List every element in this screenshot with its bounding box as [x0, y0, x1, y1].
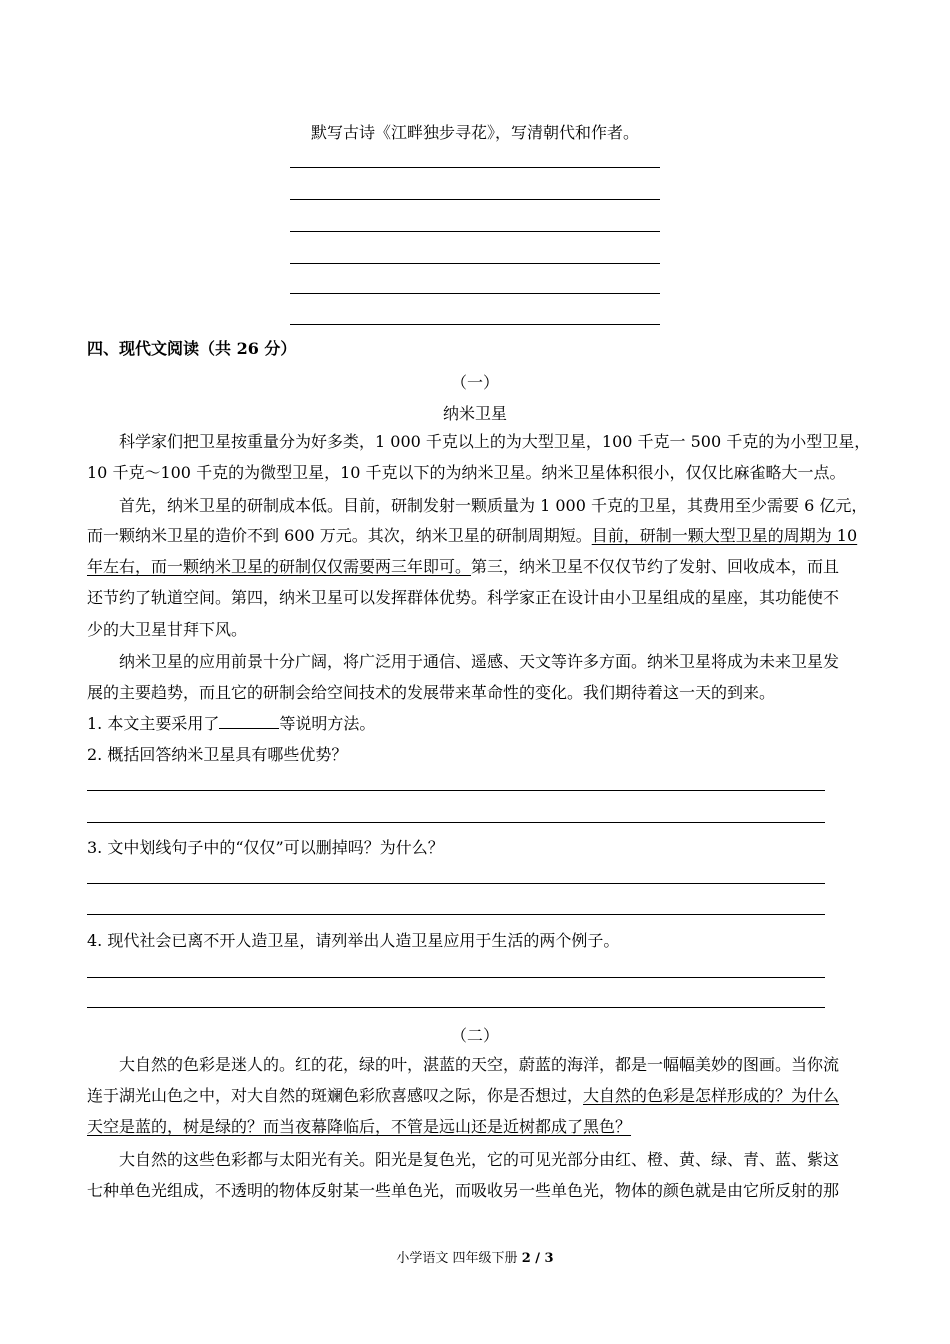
answer-line[interactable] [290, 199, 660, 200]
answer-line[interactable] [87, 790, 825, 791]
poem-task-text: 默写古诗《江畔独步寻花》，写清朝代和作者。 [310, 123, 639, 142]
answer-line[interactable] [87, 822, 825, 823]
answer-line[interactable] [290, 324, 660, 325]
paragraph-line: 科学家们把卫星按重量分为好多类，1 000 千克以上的为大型卫星，100 千克一 500 千克的为小型卫星， [119, 432, 871, 451]
underlined-sentence: 天空是蓝的，树是绿的？而当夜幕降临后，不管是远山还是近树都成了黑色？ [87, 1117, 632, 1136]
answer-line[interactable] [290, 167, 660, 168]
answer-line[interactable] [87, 914, 825, 915]
question-text: 1. 本文主要采用了 [87, 714, 220, 733]
answer-line[interactable] [290, 293, 660, 294]
answer-line[interactable] [87, 883, 825, 884]
underlined-sentence: 大自然的色彩是怎样形成的？为什么 [583, 1086, 840, 1105]
text-span: 而一颗纳米卫星的造价不到 600 万元。其次，纳米卫星的研制周期短。 [87, 526, 592, 545]
underlined-sentence: 目前，研制一颗大型卫星的周期为 10 [591, 526, 858, 545]
paragraph-line: 纳米卫星的应用前景十分广阔，将广泛用于通信、遥感、天文等许多方面。纳米卫星将成为未来卫星发 [119, 652, 840, 671]
article-title: 纳米卫星 [442, 404, 507, 423]
question-4: 4. 现代社会已离不开人造卫星，请列举出人造卫星应用于生活的两个例子。 [87, 931, 620, 950]
question-text: 等说明方法。 [279, 714, 376, 733]
question-2: 2. 概括回答纳米卫星具有哪些优势？ [87, 745, 348, 764]
paragraph-line: 10 千克～100 千克的为微型卫星，10 千克以下的为纳米卫星。纳米卫星体积很小，仅仅比麻雀略大一点。 [87, 463, 846, 482]
part-label: （一） [450, 373, 499, 392]
paragraph-line: 还节约了轨道空间。第四，纳米卫星可以发挥群体优势。科学家正在设计由小卫星组成的星座，其功能使不 [87, 588, 840, 607]
text-span: 连于湖光山色之中，对大自然的斑斓色彩欣喜感叹之际，你是否想过， [87, 1086, 584, 1105]
poem-task [0, 120, 950, 143]
paragraph-line: 少的大卫星甘拜下风。 [87, 620, 248, 639]
page-number: 2 / 3 [521, 1251, 554, 1266]
question-3: 3. 文中划线句子中的“仅仅”可以删掉吗？为什么？ [87, 838, 444, 857]
paragraph-line: 展的主要趋势，而且它的研制会给空间技术的发展带来革命性的变化。我们期待着这一天的到来。 [87, 683, 776, 702]
paragraph-line: 七种单色光组成，不透明的物体反射某一些单色光，而吸收另一些单色光，物体的颜色就是由它所反射的那 [87, 1181, 840, 1200]
question-1 [87, 714, 865, 734]
answer-line[interactable] [87, 1007, 825, 1008]
answer-line[interactable] [87, 977, 825, 978]
paragraph-line: 首先，纳米卫星的研制成本低。目前，研制发射一颗质量为 1 000 千克的卫星，其费用至少需要 6 亿元， [119, 496, 868, 515]
paragraph-line [87, 526, 865, 546]
paragraph-line [87, 1117, 865, 1137]
fill-blank[interactable] [219, 714, 279, 729]
answer-line[interactable] [290, 263, 660, 264]
part-label: （二） [450, 1026, 499, 1045]
paragraph-line: 大自然的这些色彩都与太阳光有关。阳光是复色光，它的可见光部分由红、橙、黄、绿、青、蓝、紫这 [119, 1150, 840, 1169]
paragraph-line: 大自然的色彩是迷人的。红的花，绿的叶，湛蓝的天空，蔚蓝的海洋，都是一幅幅美妙的图画。当你流 [119, 1055, 840, 1074]
paragraph-line [87, 1086, 865, 1106]
paragraph-line [87, 557, 865, 577]
underlined-sentence: 年左右，而一颗纳米卫星的研制仅仅需要两三年即可。 [87, 557, 472, 576]
footer-text: 小学语文 四年级下册 [396, 1251, 522, 1266]
answer-line[interactable] [290, 231, 660, 232]
text-span: 第三，纳米卫星不仅仅节约了发射、回收成本，而且 [471, 557, 840, 576]
page-footer [0, 1247, 950, 1266]
section-heading: 四、现代文阅读（共 26 分） [87, 339, 297, 358]
